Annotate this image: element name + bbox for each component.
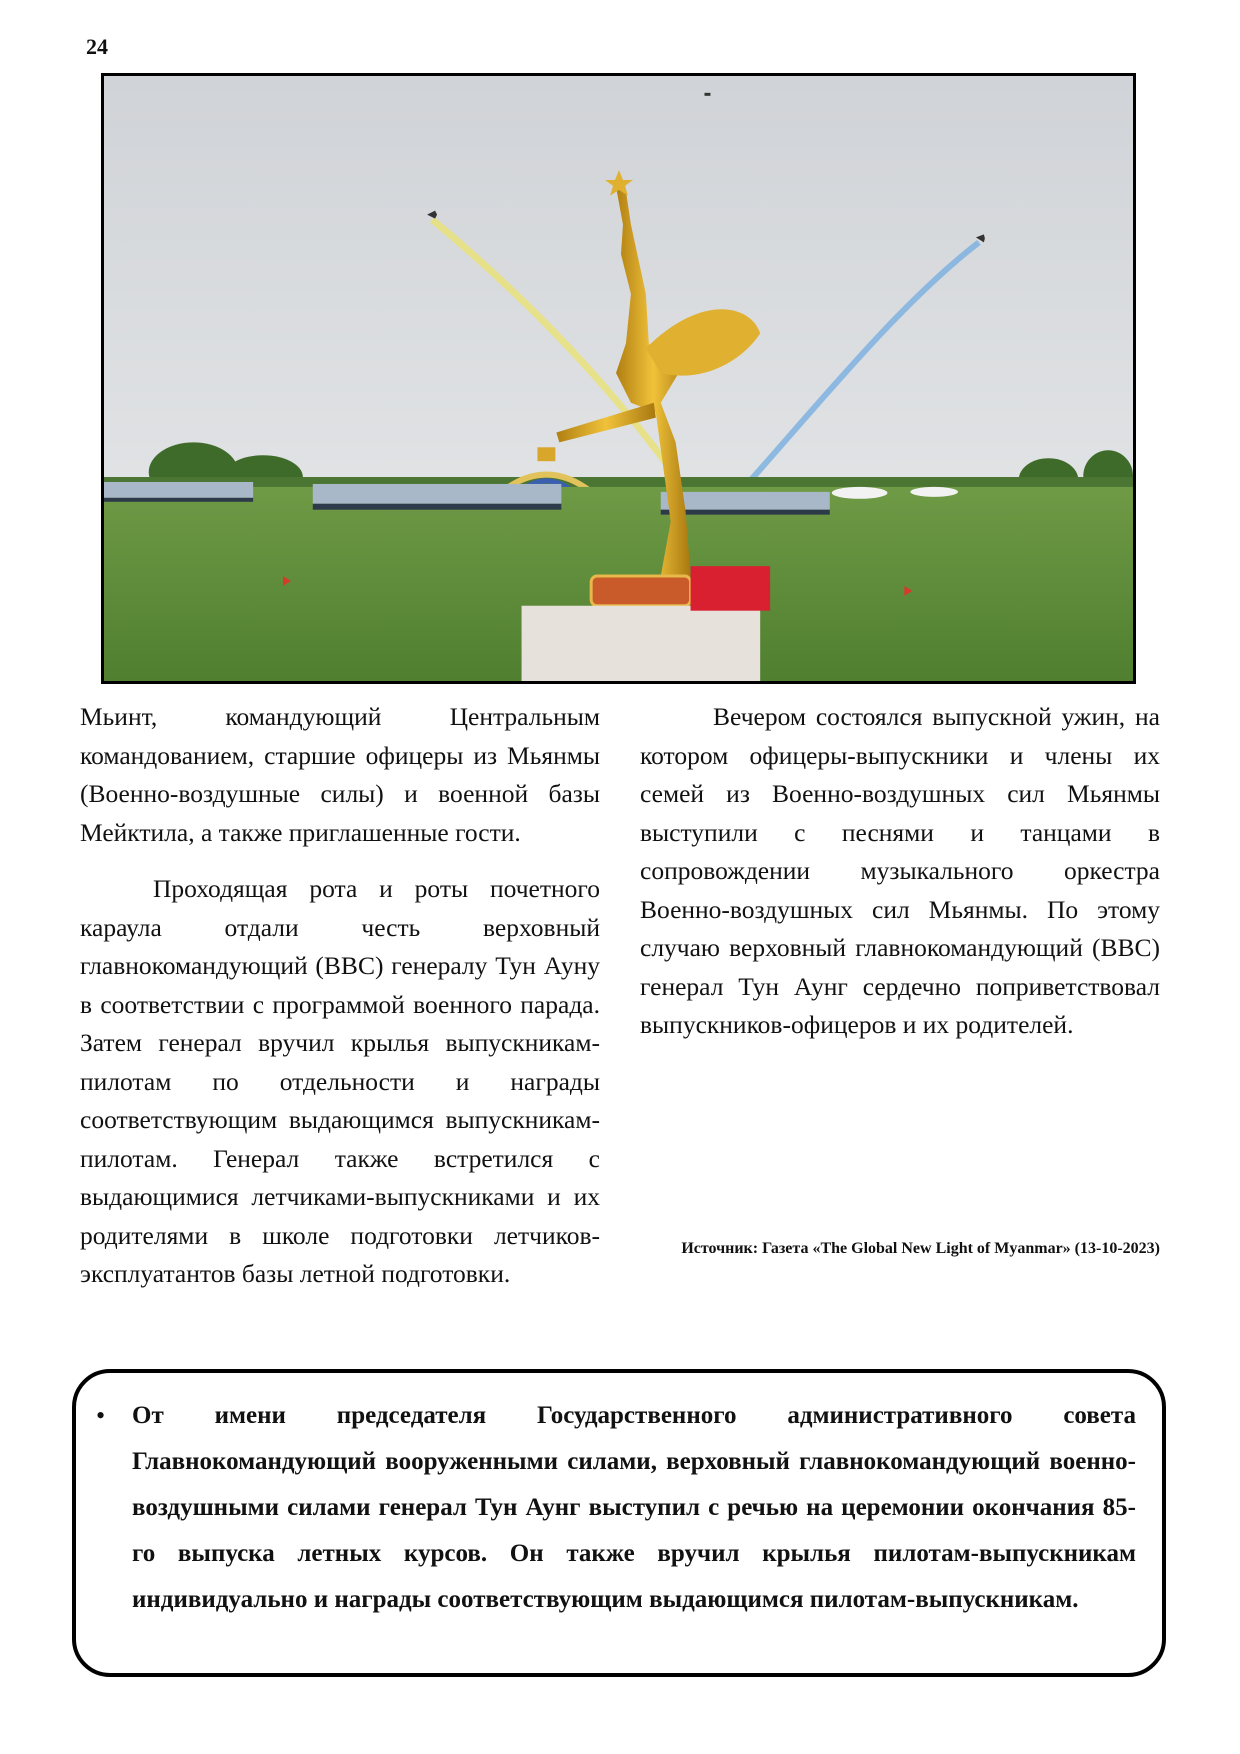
ceremony-photo	[101, 73, 1136, 684]
left-paragraph-1: Мьинт, командующий Центральным командованием, старшие офицеры из Мьянмы (Военно-воздушные силы) и военной базы Мейктила, а также приглашенные гости.	[80, 702, 600, 847]
source-citation: Источник: Газета «The Global New Light of Myanmar» (13-10-2023)	[681, 1240, 1160, 1257]
bullet-icon: •	[96, 1401, 106, 1430]
photo-illustration	[104, 76, 1133, 681]
left-column	[80, 698, 600, 1294]
left-paragraph-2: Проходящая рота и роты почетного караула отдали честь верховный главнокомандующий (ВВС) генералу Тун Ауну в соответствии с программой военного парада. Затем генерал вручил крылья выпускникам-пилотам по отдельности и награды соответствующим выдающимся выпускникам-пилотам. Генерал также встретился с выдающимися летчиками-выпускниками и их родителями в школе подготовки летчиков-эксплуатантов базы летной подготовки.	[80, 874, 600, 1288]
summary-box	[72, 1369, 1166, 1677]
summary-text: От имени председателя Государственного административного совета Главнокомандующий вооруженными силами, верховный главнокомандующий военно-воздушными силами генерал Тун Аунг выступил с речью на церемонии окончания 85-го выпуска летных курсов. Он также вручил крылья пилотам-выпускникам индивидуально и награды соответствующим выдающимся пилотам-выпускникам.	[132, 1402, 1136, 1613]
right-column	[640, 698, 1160, 1045]
right-paragraph-1: Вечером состоялся выпускной ужин, на котором офицеры-выпускники и члены их семей из Военно-воздушных сил Мьянмы выступили с песнями и танцами в сопровождении музыкального оркестра Военно-воздушных сил Мьянмы. По этому случаю верховный главнокомандующий (ВВС) генерал Тун Аунг сердечно поприветствовал выпускников-офицеров и их родителей.	[640, 702, 1160, 1039]
page-number: 24	[86, 34, 108, 59]
red-table	[691, 566, 771, 611]
